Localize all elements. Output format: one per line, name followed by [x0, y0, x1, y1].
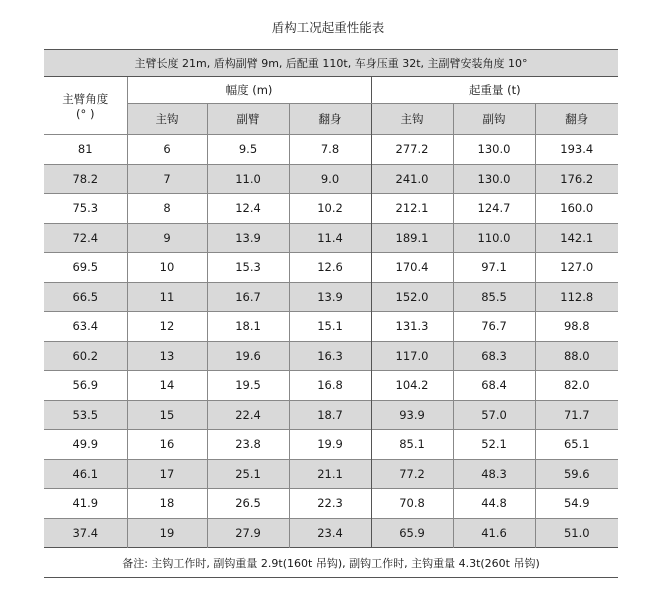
load-group-header: 起重量 (t) — [371, 77, 618, 104]
table-cell: 65.9 — [371, 518, 453, 548]
table-cell: 19 — [127, 518, 207, 548]
table-cell: 68.3 — [453, 341, 535, 371]
table-row — [44, 194, 618, 224]
table-cell: 170.4 — [371, 253, 453, 283]
table-cell: 22.3 — [289, 489, 371, 519]
table-cell: 14 — [127, 371, 207, 401]
subheader-load-aux-hook: 副钩 — [453, 104, 535, 135]
table-cell: 37.4 — [44, 518, 127, 548]
table-cell: 142.1 — [535, 223, 618, 253]
table-cell: 16.3 — [289, 341, 371, 371]
table-cell: 21.1 — [289, 459, 371, 489]
table-cell: 13.9 — [207, 223, 289, 253]
table-cell: 16 — [127, 430, 207, 460]
table-cell: 117.0 — [371, 341, 453, 371]
radius-group-header: 幅度 (m) — [127, 77, 371, 104]
table-cell: 85.1 — [371, 430, 453, 460]
table-cell: 10 — [127, 253, 207, 283]
table-note: 备注: 主钩工作时, 副钩重量 2.9t(160t 吊钩), 副钩工作时, 主钩重量 4.3t(260t 吊钩) — [44, 548, 618, 578]
table-cell: 72.4 — [44, 223, 127, 253]
table-cell: 26.5 — [207, 489, 289, 519]
table-row — [44, 341, 618, 371]
table-cell: 41.6 — [453, 518, 535, 548]
table-cell: 66.5 — [44, 282, 127, 312]
table-cell: 56.9 — [44, 371, 127, 401]
table-cell: 16.8 — [289, 371, 371, 401]
table-cell: 19.9 — [289, 430, 371, 460]
table-cell: 112.8 — [535, 282, 618, 312]
table-cell: 93.9 — [371, 400, 453, 430]
table-cell: 193.4 — [535, 135, 618, 165]
subheader-radius-jib: 副臂 — [207, 104, 289, 135]
table-cell: 17 — [127, 459, 207, 489]
table-cell: 82.0 — [535, 371, 618, 401]
table-cell: 77.2 — [371, 459, 453, 489]
table-cell: 18.7 — [289, 400, 371, 430]
note-row — [44, 548, 618, 578]
table-cell: 70.8 — [371, 489, 453, 519]
table-cell: 13.9 — [289, 282, 371, 312]
table-cell: 53.5 — [44, 400, 127, 430]
table-cell: 44.8 — [453, 489, 535, 519]
table-cell: 19.5 — [207, 371, 289, 401]
table-cell: 59.6 — [535, 459, 618, 489]
subheader-load-flip: 翻身 — [535, 104, 618, 135]
table-cell: 57.0 — [453, 400, 535, 430]
table-row — [44, 135, 618, 165]
table-cell: 18 — [127, 489, 207, 519]
table-cell: 9.5 — [207, 135, 289, 165]
table-cell: 124.7 — [453, 194, 535, 224]
lifting-performance-table — [44, 49, 618, 578]
table-title: 盾构工况起重性能表 — [271, 20, 385, 35]
table-cell: 8 — [127, 194, 207, 224]
table-cell: 46.1 — [44, 459, 127, 489]
table-cell: 18.1 — [207, 312, 289, 342]
table-cell: 69.5 — [44, 253, 127, 283]
table-cell: 51.0 — [535, 518, 618, 548]
table-cell: 76.7 — [453, 312, 535, 342]
table-cell: 110.0 — [453, 223, 535, 253]
table-cell: 78.2 — [44, 164, 127, 194]
table-cell: 97.1 — [453, 253, 535, 283]
table-cell: 160.0 — [535, 194, 618, 224]
table-cell: 71.7 — [535, 400, 618, 430]
subheader-radius-flip: 翻身 — [289, 104, 371, 135]
table-cell: 12 — [127, 312, 207, 342]
table-row — [44, 282, 618, 312]
table-cell: 9.0 — [289, 164, 371, 194]
table-row — [44, 371, 618, 401]
table-cell: 130.0 — [453, 135, 535, 165]
condition-row — [44, 50, 618, 77]
table-cell: 11.4 — [289, 223, 371, 253]
table-cell: 81 — [44, 135, 127, 165]
table-row — [44, 253, 618, 283]
table-cell: 27.9 — [207, 518, 289, 548]
table-cell: 88.0 — [535, 341, 618, 371]
table-cell: 6 — [127, 135, 207, 165]
header-row-2 — [44, 104, 618, 135]
table-cell: 12.6 — [289, 253, 371, 283]
table-row — [44, 164, 618, 194]
table-cell: 75.3 — [44, 194, 127, 224]
table-cell: 104.2 — [371, 371, 453, 401]
table-cell: 23.4 — [289, 518, 371, 548]
table-cell: 23.8 — [207, 430, 289, 460]
table-row — [44, 459, 618, 489]
table-cell: 52.1 — [453, 430, 535, 460]
table-cell: 63.4 — [44, 312, 127, 342]
table-cell: 130.0 — [453, 164, 535, 194]
table-cell: 10.2 — [289, 194, 371, 224]
table-cell: 60.2 — [44, 341, 127, 371]
table-cell: 11 — [127, 282, 207, 312]
table-cell: 15 — [127, 400, 207, 430]
table-cell: 212.1 — [371, 194, 453, 224]
table-row — [44, 400, 618, 430]
table-cell: 277.2 — [371, 135, 453, 165]
table-cell: 22.4 — [207, 400, 289, 430]
table-cell: 85.5 — [453, 282, 535, 312]
table-cell: 65.1 — [535, 430, 618, 460]
table-cell: 49.9 — [44, 430, 127, 460]
table-cell: 12.4 — [207, 194, 289, 224]
table-cell: 241.0 — [371, 164, 453, 194]
table-cell: 127.0 — [535, 253, 618, 283]
table-cell: 98.8 — [535, 312, 618, 342]
table-cell: 131.3 — [371, 312, 453, 342]
table-cell: 11.0 — [207, 164, 289, 194]
subheader-radius-main-hook: 主钩 — [127, 104, 207, 135]
header-row-1 — [44, 77, 618, 104]
table-cell: 189.1 — [371, 223, 453, 253]
table-cell: 176.2 — [535, 164, 618, 194]
table-row — [44, 489, 618, 519]
table-cell: 16.7 — [207, 282, 289, 312]
subheader-load-main-hook: 主钩 — [371, 104, 453, 135]
table-cell: 9 — [127, 223, 207, 253]
table-cell: 152.0 — [371, 282, 453, 312]
table-row — [44, 430, 618, 460]
table-cell: 25.1 — [207, 459, 289, 489]
table-cell: 41.9 — [44, 489, 127, 519]
table-cell: 15.3 — [207, 253, 289, 283]
table-row — [44, 518, 618, 548]
table-cell: 7.8 — [289, 135, 371, 165]
table-cell: 54.9 — [535, 489, 618, 519]
table-cell: 13 — [127, 341, 207, 371]
table-row — [44, 223, 618, 253]
table-cell: 15.1 — [289, 312, 371, 342]
angle-header-unit: (° ) — [76, 106, 95, 121]
angle-header — [44, 77, 127, 135]
table-cell: 48.3 — [453, 459, 535, 489]
table-cell: 68.4 — [453, 371, 535, 401]
angle-header-label: 主臂角度 — [62, 91, 109, 106]
working-condition: 主臂长度 21m, 盾构副臂 9m, 后配重 110t, 车身压重 32t, 主副臂安装角度 10° — [44, 50, 618, 77]
table-cell: 19.6 — [207, 341, 289, 371]
table-cell: 7 — [127, 164, 207, 194]
table-row — [44, 312, 618, 342]
